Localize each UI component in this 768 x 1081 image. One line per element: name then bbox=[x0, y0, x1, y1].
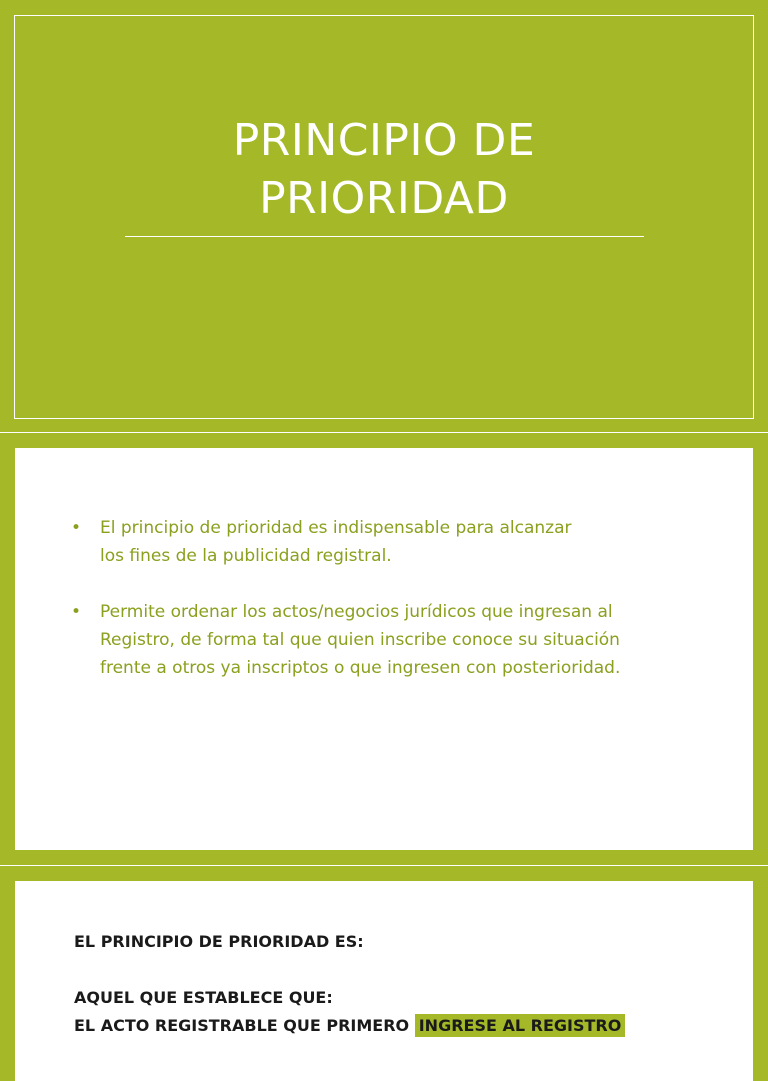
bullet-dot-icon: • bbox=[71, 518, 82, 538]
definition-text bbox=[74, 928, 625, 1040]
title-slide bbox=[0, 0, 768, 432]
slide-title-line-2: PRIORIDAD bbox=[259, 173, 509, 224]
bullet-text-line: los fines de la publicidad registral. bbox=[100, 546, 392, 566]
definition-line bbox=[74, 1012, 625, 1040]
bullet-item bbox=[71, 514, 711, 570]
bullet-item bbox=[71, 598, 711, 682]
title-underline bbox=[125, 236, 644, 237]
definition-line-prefix: EL ACTO REGISTRABLE QUE PRIMERO bbox=[74, 1016, 415, 1035]
definition-heading: EL PRINCIPIO DE PRIORIDAD ES: bbox=[74, 932, 364, 951]
definition-panel bbox=[15, 881, 753, 1081]
bullet-text-line: Permite ordenar los actos/negocios jurídicos que ingresan al bbox=[100, 602, 613, 622]
definition-line: AQUEL QUE ESTABLECE QUE: bbox=[74, 988, 333, 1007]
spacer bbox=[74, 956, 625, 984]
slide-title-line-1: PRINCIPIO DE bbox=[232, 115, 536, 166]
bullet-dot-icon: • bbox=[71, 602, 82, 622]
slide-title bbox=[0, 112, 768, 228]
highlighted-phrase: INGRESE AL REGISTRO bbox=[415, 1014, 626, 1037]
content-panel bbox=[15, 448, 753, 850]
definition-slide bbox=[0, 866, 768, 1035]
bullet-text-line: frente a otros ya inscriptos o que ingresen con posterioridad. bbox=[100, 658, 621, 678]
bullet-list bbox=[71, 514, 711, 710]
bullet-text-line: Registro, de forma tal que quien inscribe conoce su situación bbox=[100, 630, 620, 650]
content-slide bbox=[0, 433, 768, 865]
bullet-text-line: El principio de prioridad es indispensable para alcanzar bbox=[100, 518, 572, 538]
